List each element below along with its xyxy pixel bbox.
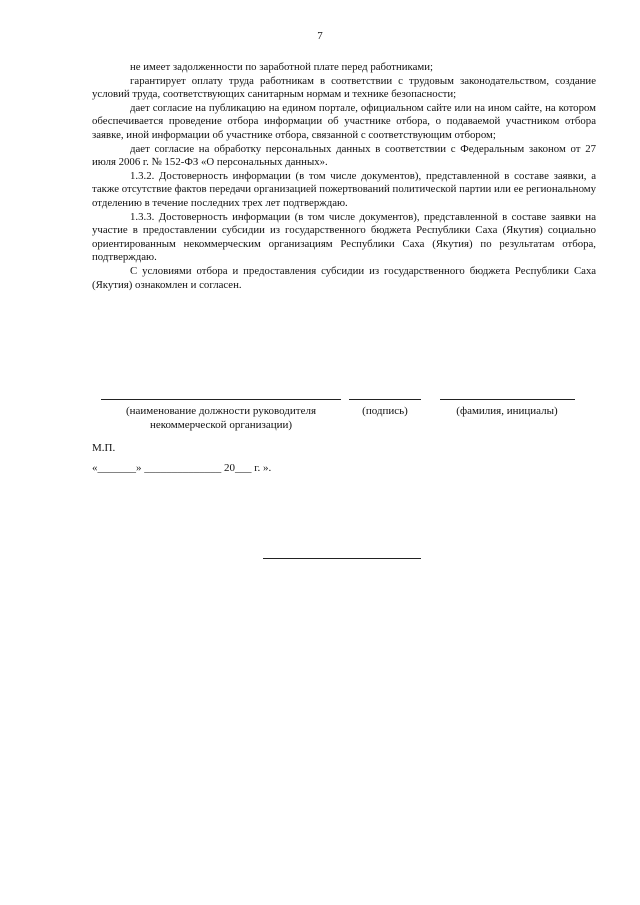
clause-labor-guarantee: гарантирует оплату труда работникам в соответствии с трудовым законодательством, создание условий труда, соответствующих санитарным нормам и технике безопасности; xyxy=(92,74,596,101)
date-line: «_______» ______________ 20___ г. ». xyxy=(92,462,272,474)
document-body xyxy=(92,61,596,292)
position-caption: (наименование должности руководителя некоммерческой организации) xyxy=(125,405,317,431)
clause-1-3-2: 1.3.2. Достоверность информации (в том числе документов), представленной в составе заявки, а также отсутствие фактов передачи организацией пожертвований политической партии или ее региональному отделению в течение последних трех лет подтверждаю. xyxy=(92,169,596,209)
name-caption: (фамилия, инициалы) xyxy=(456,405,558,417)
clause-personal-data-consent: дает согласие на обработку персональных данных в соответствии с Федеральным законом от 27 июля 2006 г. № 152-ФЗ «О персональных данных». xyxy=(92,142,596,169)
stamp-label: М.П. xyxy=(92,442,116,454)
position-signature-line xyxy=(101,399,341,400)
signature-lines xyxy=(0,399,640,401)
page-number: 7 xyxy=(317,30,323,42)
clause-no-wage-debt: не имеет задолженности по заработной плате перед работниками; xyxy=(130,61,434,73)
clause-conditions-agreement: С условиями отбора и предоставления субсидии из государственного бюджета Республики Саха (Якутия) ознакомлен и согласен. xyxy=(92,264,596,291)
closing-rule xyxy=(263,558,421,559)
signature-caption: (подпись) xyxy=(362,405,408,417)
clause-publication-consent: дает согласие на публикацию на едином портале, официальном сайте или на ином сайте, на котором обеспечивается проведение отбора информации об участнике отбора, о подаваемой участником отбора заявке, иной информации об участнике отбора, связанной с соответствующим отбором; xyxy=(92,101,596,141)
clause-1-3-3: 1.3.3. Достоверность информации (в том числе документов), представленной в составе заявки на участие в предоставлении субсидии из государственного бюджета Республики Саха (Якутия) социально ориентированным некоммерческим организациям Республики Саха (Якутия) по результатам отбора, подтверждаю. xyxy=(92,210,596,264)
name-signature-line xyxy=(440,399,575,400)
signature-line xyxy=(349,399,421,400)
